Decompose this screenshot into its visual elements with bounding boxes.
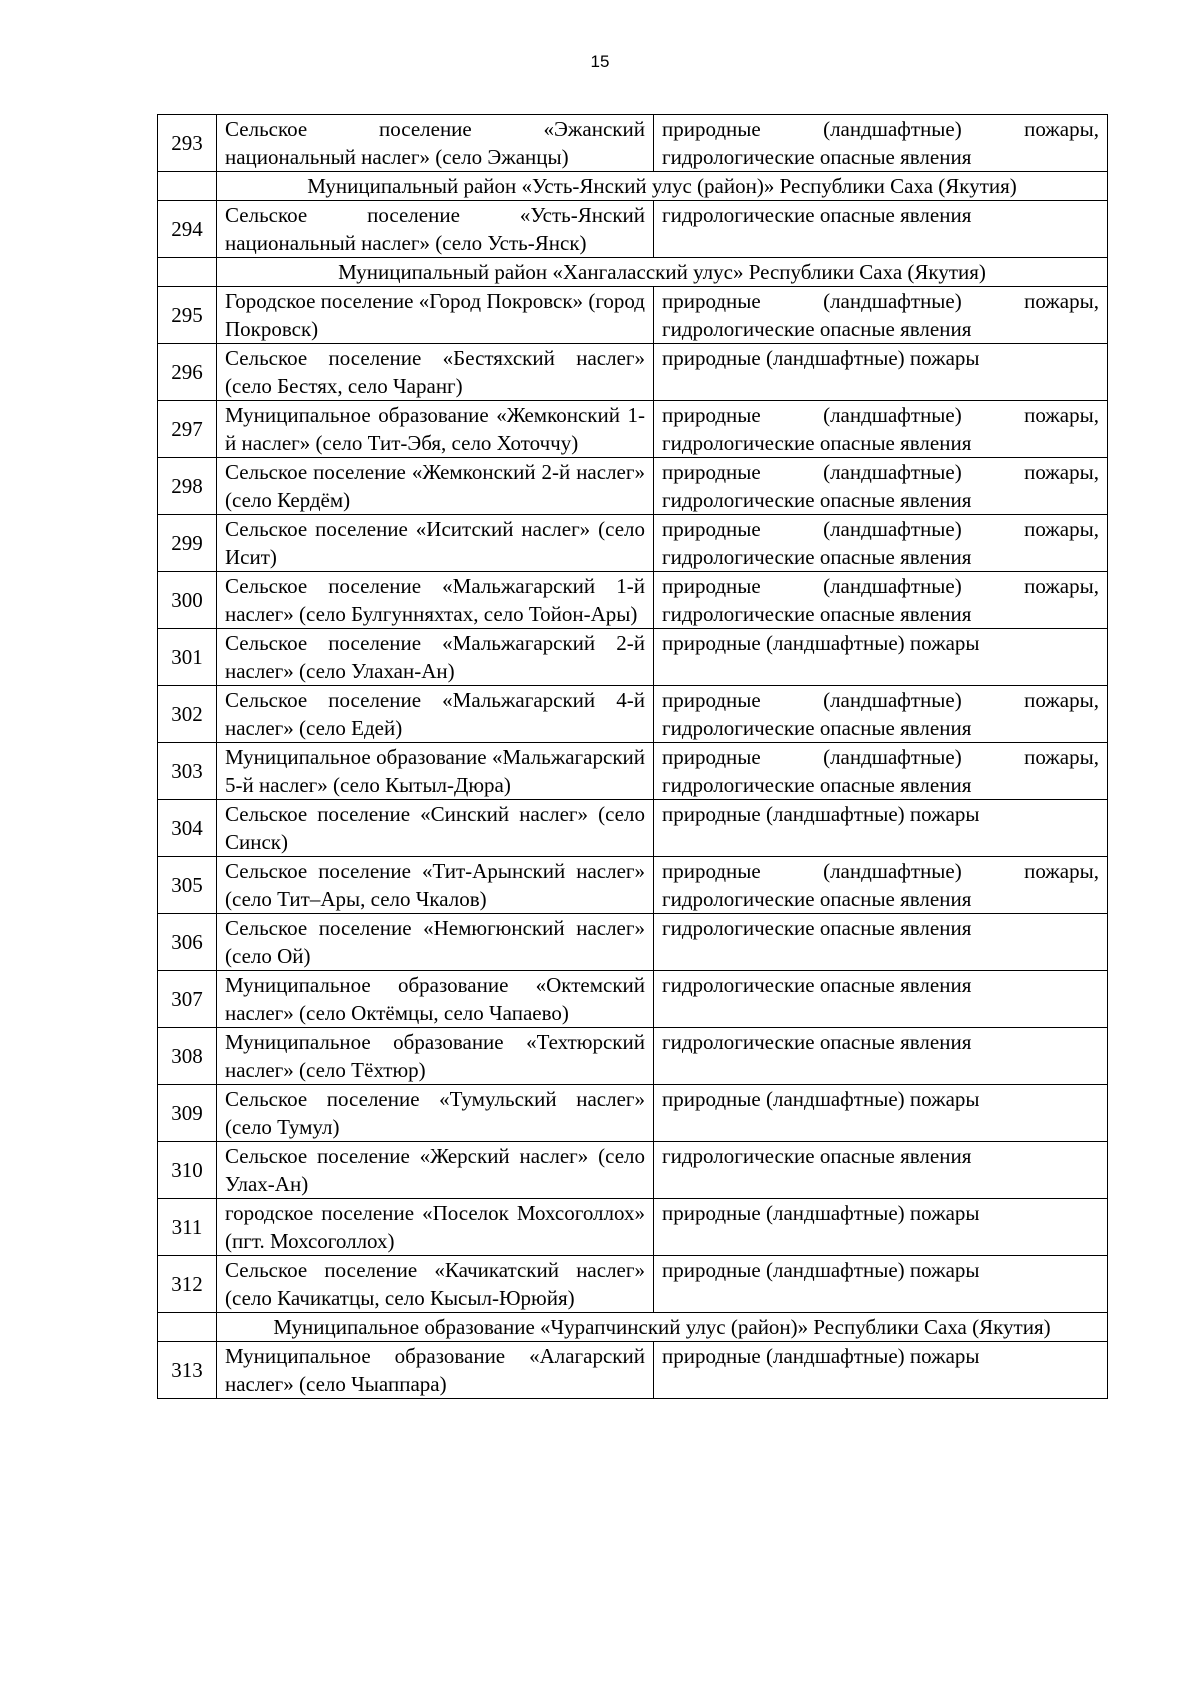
section-title: Муниципальный район «Усть-Янский улус (район)» Республики Саха (Якутия) [217,172,1108,201]
row-number: 313 [158,1342,217,1399]
municipality-cell: Сельское поселение «Тит-Арынский наслег» (село Тит–Ары, село Чкалов) [217,857,654,914]
municipality-cell: Муниципальное образование «Октемский наслег» (село Октёмцы, село Чапаево) [217,971,654,1028]
row-number: 301 [158,629,217,686]
row-number: 296 [158,344,217,401]
hazard-cell: гидрологические опасные явления [654,914,1108,971]
section-header-row [158,258,1108,287]
table-row [158,115,1108,172]
municipality-cell: Сельское поселение «Мальжагарский 2-й наслег» (село Улахан-Ан) [217,629,654,686]
table-row [158,914,1108,971]
table-row [158,1028,1108,1085]
row-number: 302 [158,686,217,743]
row-number: 311 [158,1199,217,1256]
row-number: 309 [158,1085,217,1142]
hazard-cell: природные (ландшафтные) пожары [654,800,1108,857]
table-row [158,572,1108,629]
row-number: 306 [158,914,217,971]
municipality-cell: Сельское поселение «Тумульский наслег» (село Тумул) [217,1085,654,1142]
municipality-cell: Муниципальное образование «Техтюрский наслег» (село Тёхтюр) [217,1028,654,1085]
row-number: 305 [158,857,217,914]
hazard-cell: природные (ландшафтные) пожары, гидрологические опасные явления [654,401,1108,458]
hazard-cell: природные (ландшафтные) пожары [654,1085,1108,1142]
municipality-cell: Муниципальное образование «Алагарский наслег» (село Чыаппара) [217,1342,654,1399]
page-number: 15 [590,52,610,71]
row-number: 307 [158,971,217,1028]
municipality-cell: Сельское поселение «Иситский наслег» (село Исит) [217,515,654,572]
hazard-cell: природные (ландшафтные) пожары, гидрологические опасные явления [654,458,1108,515]
row-number: 308 [158,1028,217,1085]
hazard-cell: природные (ландшафтные) пожары, гидрологические опасные явления [654,287,1108,344]
empty-number-cell [158,1313,217,1342]
row-number: 295 [158,287,217,344]
table-row [158,857,1108,914]
table-row [158,743,1108,800]
hazard-cell: природные (ландшафтные) пожары, гидрологические опасные явления [654,857,1108,914]
row-number: 299 [158,515,217,572]
hazard-cell: гидрологические опасные явления [654,1028,1108,1085]
municipality-cell: Сельское поселение «Синский наслег» (село Синск) [217,800,654,857]
row-number: 304 [158,800,217,857]
municipality-hazard-table [157,114,1108,1399]
row-number: 293 [158,115,217,172]
municipality-cell: Сельское поселение «Мальжагарский 1-й наслег» (село Булгунняхтах, село Тойон-Ары) [217,572,654,629]
hazard-cell: природные (ландшафтные) пожары, гидрологические опасные явления [654,686,1108,743]
hazard-cell: природные (ландшафтные) пожары [654,1199,1108,1256]
row-number: 312 [158,1256,217,1313]
hazard-cell: природные (ландшафтные) пожары [654,344,1108,401]
section-header-row [158,172,1108,201]
hazard-cell: природные (ландшафтные) пожары, гидрологические опасные явления [654,572,1108,629]
hazard-cell: гидрологические опасные явления [654,1142,1108,1199]
hazard-cell: природные (ландшафтные) пожары, гидрологические опасные явления [654,115,1108,172]
hazard-cell: гидрологические опасные явления [654,201,1108,258]
hazard-cell: природные (ландшафтные) пожары [654,1256,1108,1313]
table-row [158,1256,1108,1313]
hazard-cell: природные (ландшафтные) пожары [654,1342,1108,1399]
municipality-cell: Муниципальное образование «Мальжагарский 5-й наслег» (село Кытыл-Дюра) [217,743,654,800]
hazard-cell: гидрологические опасные явления [654,971,1108,1028]
table-row [158,629,1108,686]
row-number: 298 [158,458,217,515]
section-title: Муниципальное образование «Чурапчинский улус (район)» Республики Саха (Якутия) [217,1313,1108,1342]
row-number: 297 [158,401,217,458]
municipality-cell: Сельское поселение «Усть-Янский национальный наслег» (село Усть-Янск) [217,201,654,258]
table-row [158,401,1108,458]
municipality-cell: Сельское поселение «Мальжагарский 4-й наслег» (село Едей) [217,686,654,743]
municipality-cell: Сельское поселение «Эжанский национальный наслег» (село Эжанцы) [217,115,654,172]
table-body [158,115,1108,1399]
municipality-cell: Сельское поселение «Немюгюнский наслег» (село Ой) [217,914,654,971]
municipality-cell: Сельское поселение «Бестяхский наслег» (село Бестях, село Чаранг) [217,344,654,401]
row-number: 294 [158,201,217,258]
table-row [158,686,1108,743]
row-number: 300 [158,572,217,629]
municipality-cell: городское поселение «Поселок Мохсоголлох» (пгт. Мохсоголлох) [217,1199,654,1256]
table-row [158,1199,1108,1256]
section-title: Муниципальный район «Хангаласский улус» Республики Саха (Якутия) [217,258,1108,287]
table-row [158,344,1108,401]
hazard-cell: природные (ландшафтные) пожары [654,629,1108,686]
table-row [158,458,1108,515]
row-number: 303 [158,743,217,800]
table-row [158,800,1108,857]
table-row [158,515,1108,572]
table-row [158,971,1108,1028]
table-row [158,287,1108,344]
hazard-cell: природные (ландшафтные) пожары, гидрологические опасные явления [654,743,1108,800]
table-row [158,201,1108,258]
table-row [158,1342,1108,1399]
section-header-row [158,1313,1108,1342]
table-row [158,1142,1108,1199]
table-row [158,1085,1108,1142]
row-number: 310 [158,1142,217,1199]
municipality-cell: Сельское поселение «Качикатский наслег» (село Качикатцы, село Кысыл-Юрюйя) [217,1256,654,1313]
municipality-cell: Сельское поселение «Жерский наслег» (село Улах-Ан) [217,1142,654,1199]
municipality-cell: Муниципальное образование «Жемконский 1-й наслег» (село Тит-Эбя, село Хоточчу) [217,401,654,458]
municipality-cell: Сельское поселение «Жемконский 2-й наслег» (село Кердём) [217,458,654,515]
hazard-cell: природные (ландшафтные) пожары, гидрологические опасные явления [654,515,1108,572]
municipality-cell: Городское поселение «Город Покровск» (город Покровск) [217,287,654,344]
empty-number-cell [158,258,217,287]
empty-number-cell [158,172,217,201]
